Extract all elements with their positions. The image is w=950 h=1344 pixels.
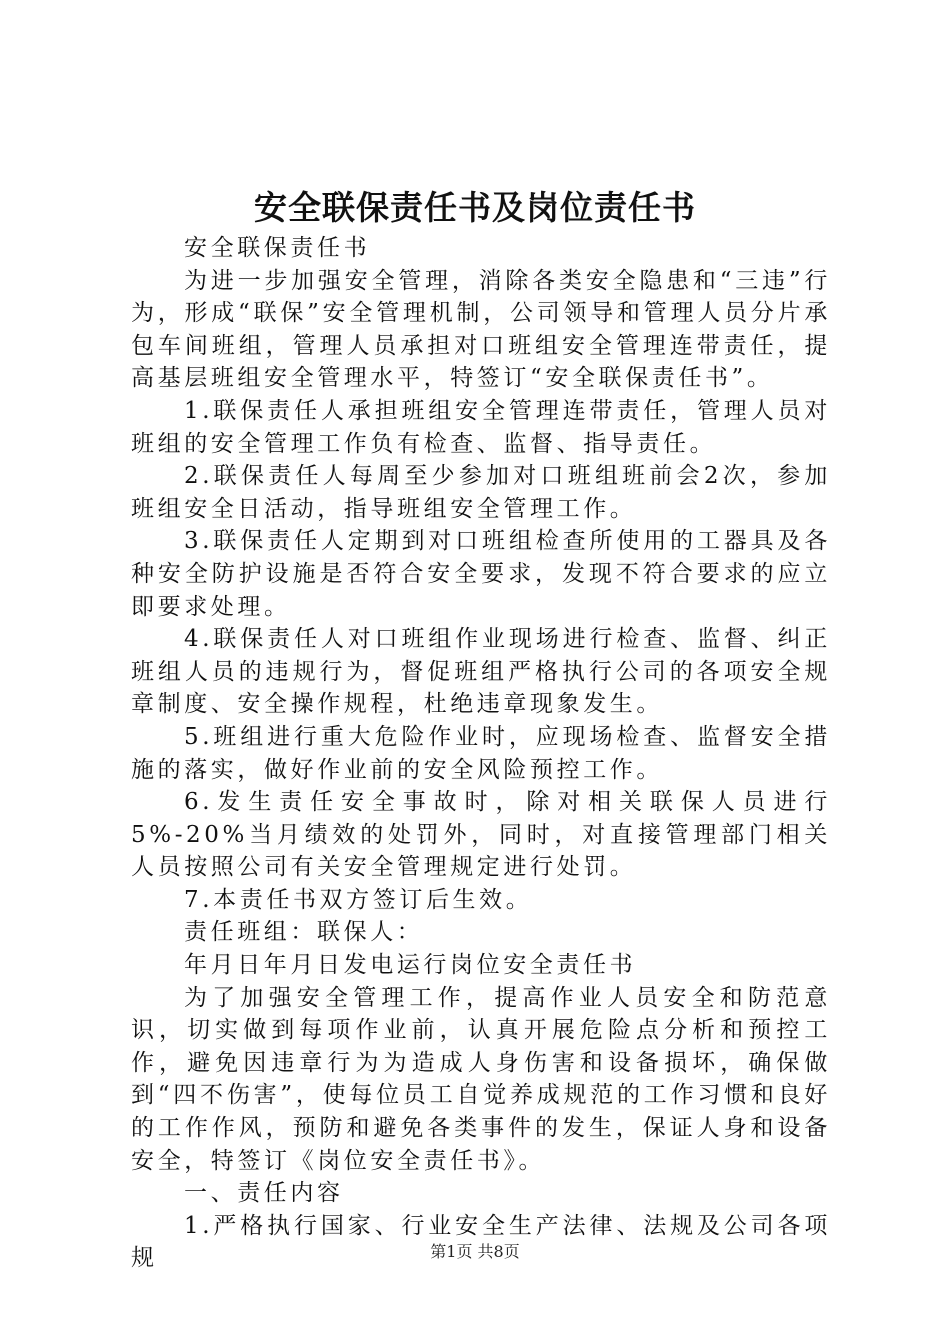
clause-item: 1.严格执行国家、行业安全生产法律、法规及公司各项规 [131,1212,831,1272]
document-title: 安全联保责任书及岗位责任书 [254,188,696,227]
clause-item: 4.联保责任人对口班组作业现场进行检查、监督、纠正班组人员的违规行为，督促班组严格执行公司的各项安全规章制度、安全操作规程，杜绝违章现象发生。 [131,626,831,718]
section-heading: 一、责任内容 [184,1180,344,1207]
clause-item: 7.本责任书双方签订后生效。 [184,886,533,913]
paragraph: 为了加强安全管理工作，提高作业人员安全和防范意识，切实做到每项作业前，认真开展危险点分析和预控工作，避免因违章行为为造成人身伤害和设备损坏，确保做到“四不伤害”，使每位员工自觉养成规范的工作习惯和良好的工作作风，预防和避免各类事件的发生，保证人身和设备安全，特签订《岗位安全责任书》。 [131,984,831,1174]
signature-line: 责任班组：联保人： [184,919,424,946]
paragraph: 为进一步加强安全管理，消除各类安全隐患和“三违”行为，形成“联保”安全管理机制，公司领导和管理人员分片承包车间班组，管理人员承担对口班组安全管理连带责任，提高基层班组安全管理水平，特签订“安全联保责任书”。 [131,267,831,392]
clause-item: 3.联保责任人定期到对口班组检查所使用的工器具及各种安全防护设施是否符合安全要求，发现不符合要求的应立即要求处理。 [131,528,831,620]
date-and-heading-line: 年月日年月日发电运行岗位安全责任书 [184,952,637,979]
clause-item: 5.班组进行重大危险作业时，应现场检查、监督安全措施的落实，做好作业前的安全风险预控工作。 [131,723,831,783]
document-body [131,232,831,1275]
clause-item: 6.发生责任安全事故时，除对相关联保人员进行5%-20%当月绩效的处罚外，同时，对直接管理部门相关人员按照公司有关安全管理规定进行处罚。 [131,789,831,881]
clause-item: 1.联保责任人承担班组安全管理连带责任，管理人员对班组的安全管理工作负有检查、监督、指导责任。 [131,397,831,457]
section-heading: 安全联保责任书 [184,235,371,261]
page-number-footer: 第1页 共8页 [430,1242,520,1261]
clause-item: 2.联保责任人每周至少参加对口班组班前会2次，参加班组安全日活动，指导班组安全管理工作。 [131,463,831,522]
